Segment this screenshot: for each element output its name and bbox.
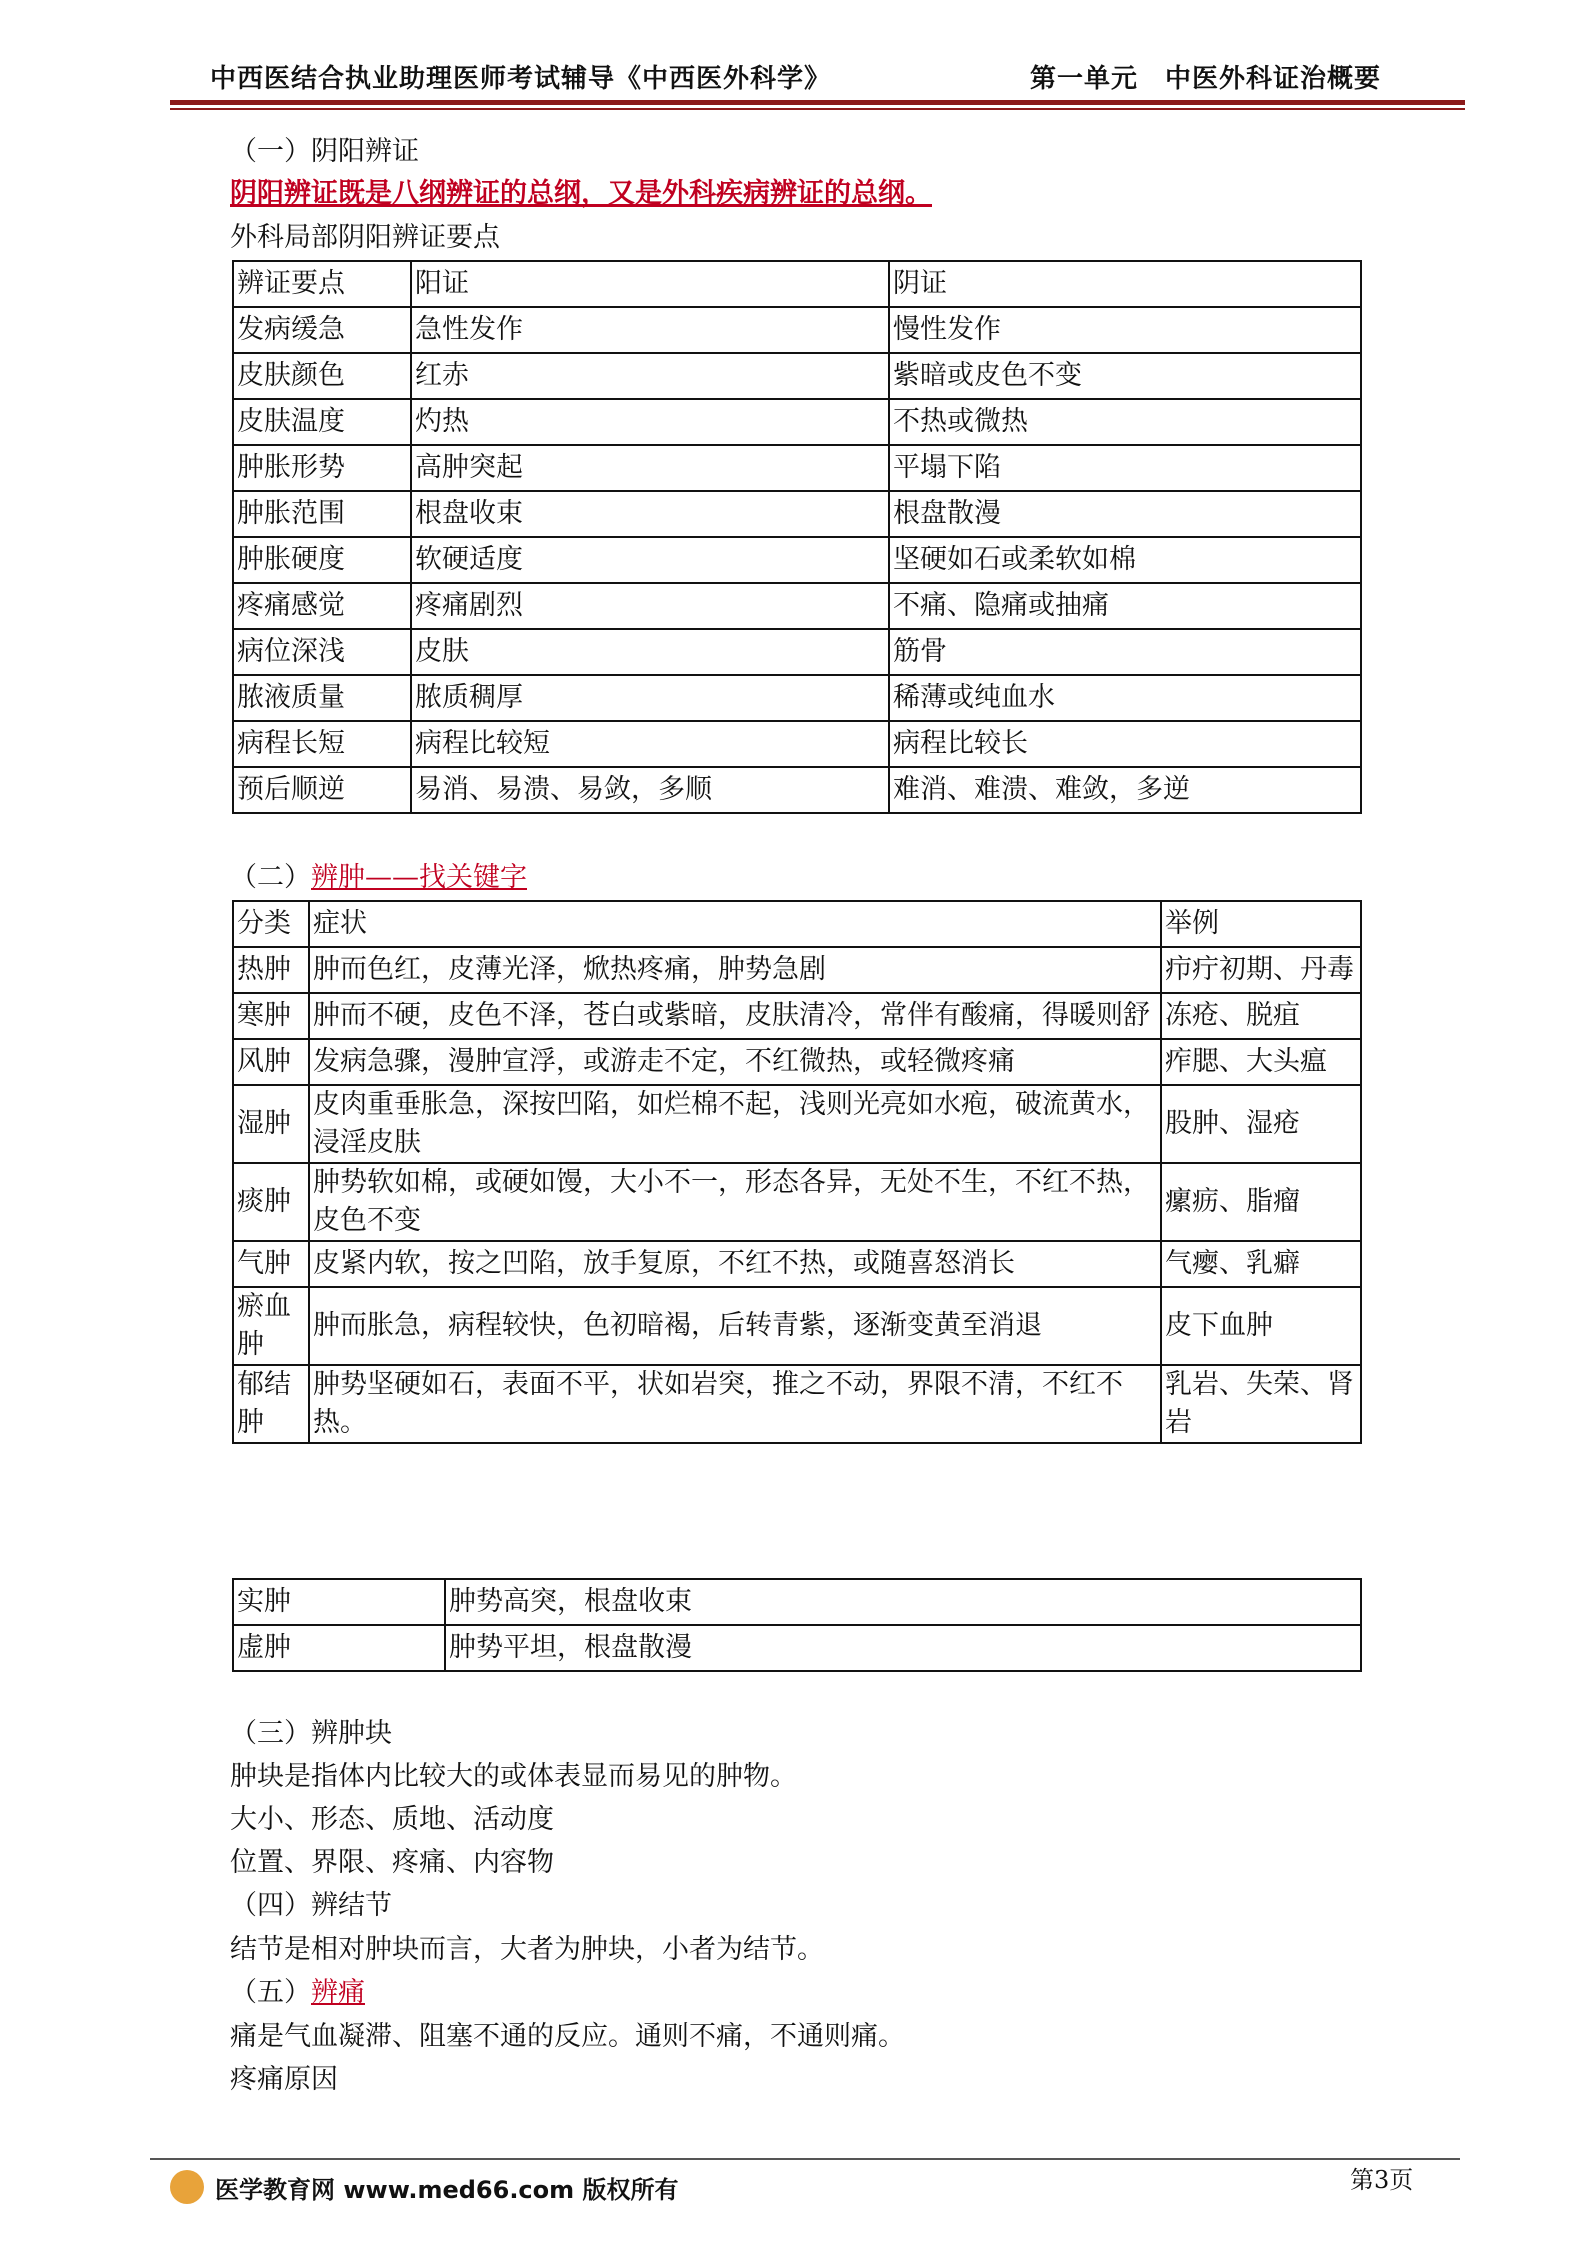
table-cell: 稀薄或纯血水 bbox=[889, 675, 1361, 721]
table-cell: 皮肤温度 bbox=[233, 399, 411, 445]
table-row bbox=[233, 399, 1361, 445]
table-cell: 郁结肿 bbox=[233, 1365, 309, 1443]
table-row bbox=[233, 947, 1361, 993]
table-cell: 急性发作 bbox=[411, 307, 889, 353]
table-cell: 筋骨 bbox=[889, 629, 1361, 675]
table-cell: 根盘散漫 bbox=[889, 491, 1361, 537]
table-cell: 皮下血肿 bbox=[1161, 1287, 1361, 1365]
table-cell: 紫暗或皮色不变 bbox=[889, 353, 1361, 399]
table-cell: 肿胀形势 bbox=[233, 445, 411, 491]
section-2-prefix: （二） bbox=[230, 862, 311, 893]
table-row bbox=[233, 1579, 1361, 1625]
section-3-title: （三）辨肿块 bbox=[230, 1718, 392, 1749]
table-header-cell: 分类 bbox=[233, 901, 309, 947]
table-cell: 发病缓急 bbox=[233, 307, 411, 353]
table-row bbox=[233, 353, 1361, 399]
table-cell: 肿而不硬，皮色不泽，苍白或紫暗，皮肤清冷，常伴有酸痛，得暖则舒 bbox=[309, 993, 1161, 1039]
yinyang-table bbox=[232, 260, 1362, 814]
table-cell: 肿势软如棉，或硬如馒，大小不一，形态各异，无处不生，不红不热，皮色不变 bbox=[309, 1163, 1161, 1241]
table-row bbox=[233, 1039, 1361, 1085]
table-row bbox=[233, 721, 1361, 767]
table-cell: 发病急骤，漫肿宣浮，或游走不定，不红微热，或轻微疼痛 bbox=[309, 1039, 1161, 1085]
table-cell: 肿而色红，皮薄光泽，焮热疼痛，肿势急剧 bbox=[309, 947, 1161, 993]
header-rule bbox=[170, 100, 1465, 105]
table-row bbox=[233, 993, 1361, 1039]
section-3-p3: 位置、界限、疼痛、内容物 bbox=[230, 1847, 554, 1878]
table-cell: 乳岩、失荣、肾岩 bbox=[1161, 1365, 1361, 1443]
table-cell: 红赤 bbox=[411, 353, 889, 399]
table-row bbox=[233, 307, 1361, 353]
footer-rule bbox=[150, 2158, 1460, 2160]
table-row bbox=[233, 1085, 1361, 1163]
table-row bbox=[233, 1287, 1361, 1365]
table-header-cell: 阳证 bbox=[411, 261, 889, 307]
table-cell: 疼痛剧烈 bbox=[411, 583, 889, 629]
table-cell: 高肿突起 bbox=[411, 445, 889, 491]
footer-copyright: 医学教育网 www.med66.com 版权所有 bbox=[215, 2176, 679, 2204]
table-cell: 根盘收束 bbox=[411, 491, 889, 537]
table-cell: 易消、易溃、易敛，多顺 bbox=[411, 767, 889, 813]
section-4-title: （四）辨结节 bbox=[230, 1890, 392, 1921]
table-header-cell: 举例 bbox=[1161, 901, 1361, 947]
table-row bbox=[233, 491, 1361, 537]
table-cell: 皮肉重垂胀急，深按凹陷，如烂棉不起，浅则光亮如水疱，破流黄水，浸淫皮肤 bbox=[309, 1085, 1161, 1163]
table-row bbox=[233, 767, 1361, 813]
table-cell: 瘀血肿 bbox=[233, 1287, 309, 1365]
excess-deficiency-table bbox=[232, 1578, 1362, 1672]
section-5-prefix: （五） bbox=[230, 1977, 311, 2008]
table-header-cell: 辨证要点 bbox=[233, 261, 411, 307]
section-4-p1: 结节是相对肿块而言，大者为肿块，小者为结节。 bbox=[230, 1934, 824, 1965]
header-chapter: 第一单元 中医外科证治概要 bbox=[1030, 64, 1382, 94]
table-cell: 热肿 bbox=[233, 947, 309, 993]
table-cell: 病位深浅 bbox=[233, 629, 411, 675]
table-row bbox=[233, 583, 1361, 629]
table-cell: 风肿 bbox=[233, 1039, 309, 1085]
section-3-p1: 肿块是指体内比较大的或体表显而易见的肿物。 bbox=[230, 1761, 797, 1792]
table-cell: 脓液质量 bbox=[233, 675, 411, 721]
section-2-title bbox=[230, 856, 527, 900]
section-2-heading: 辨肿——找关键字 bbox=[311, 862, 527, 893]
table-cell: 湿肿 bbox=[233, 1085, 309, 1163]
table-header-cell: 症状 bbox=[309, 901, 1161, 947]
table-row bbox=[233, 1365, 1361, 1443]
table-cell: 疼痛感觉 bbox=[233, 583, 411, 629]
table-cell: 肿势平坦，根盘散漫 bbox=[445, 1625, 1361, 1671]
table-cell: 软硬适度 bbox=[411, 537, 889, 583]
table-cell: 预后顺逆 bbox=[233, 767, 411, 813]
table-cell: 皮肤颜色 bbox=[233, 353, 411, 399]
header-title: 中西医结合执业助理医师考试辅导《中西医外科学》 bbox=[210, 64, 832, 94]
table-cell: 难消、难溃、难敛，多逆 bbox=[889, 767, 1361, 813]
table-cell: 股肿、湿疮 bbox=[1161, 1085, 1361, 1163]
table-cell: 肿而胀急，病程较快，色初暗褐，后转青紫，逐渐变黄至消退 bbox=[309, 1287, 1161, 1365]
table-row bbox=[233, 1625, 1361, 1671]
table-cell: 病程比较长 bbox=[889, 721, 1361, 767]
yinyang-table-caption: 外科局部阴阳辨证要点 bbox=[230, 222, 500, 253]
page-number: 第3页 bbox=[1350, 2166, 1414, 2194]
table-cell: 实肿 bbox=[233, 1579, 445, 1625]
med66-logo-icon bbox=[170, 2170, 204, 2204]
table-cell: 气瘿、乳癖 bbox=[1161, 1241, 1361, 1287]
table-cell: 皮肤 bbox=[411, 629, 889, 675]
table-cell: 不痛、隐痛或抽痛 bbox=[889, 583, 1361, 629]
table-row bbox=[233, 675, 1361, 721]
table-cell: 平塌下陷 bbox=[889, 445, 1361, 491]
table-cell: 坚硬如石或柔软如棉 bbox=[889, 537, 1361, 583]
table-cell: 肿势坚硬如石，表面不平，状如岩突，推之不动，界限不清，不红不热。 bbox=[309, 1365, 1161, 1443]
section-5-heading: 辨痛 bbox=[311, 1977, 365, 2008]
table-cell: 不热或微热 bbox=[889, 399, 1361, 445]
table-header-row bbox=[233, 261, 1361, 307]
section-1-note: 阴阳辨证既是八纲辨证的总纲，又是外科疾病辨证的总纲。 bbox=[230, 178, 932, 209]
table-header-cell: 阴证 bbox=[889, 261, 1361, 307]
header-rule-thin bbox=[170, 108, 1465, 110]
section-5-title bbox=[230, 1971, 365, 2015]
table-cell: 虚肿 bbox=[233, 1625, 445, 1671]
table-cell: 疖疔初期、丹毒 bbox=[1161, 947, 1361, 993]
table-row bbox=[233, 445, 1361, 491]
table-cell: 肿胀范围 bbox=[233, 491, 411, 537]
section-1-title: （一）阴阳辨证 bbox=[230, 136, 419, 167]
table-cell: 冻疮、脱疽 bbox=[1161, 993, 1361, 1039]
table-cell: 皮紧内软，按之凹陷，放手复原，不红不热，或随喜怒消长 bbox=[309, 1241, 1161, 1287]
table-cell: 慢性发作 bbox=[889, 307, 1361, 353]
table-cell: 痰肿 bbox=[233, 1163, 309, 1241]
table-cell: 病程长短 bbox=[233, 721, 411, 767]
section-3-p2: 大小、形态、质地、活动度 bbox=[230, 1804, 554, 1835]
table-cell: 灼热 bbox=[411, 399, 889, 445]
table-row bbox=[233, 629, 1361, 675]
table-cell: 肿胀硬度 bbox=[233, 537, 411, 583]
section-5-p1: 痛是气血凝滞、阻塞不通的反应。通则不痛，不通则痛。 bbox=[230, 2021, 905, 2052]
table-cell: 瘰疬、脂瘤 bbox=[1161, 1163, 1361, 1241]
table-header-row bbox=[233, 901, 1361, 947]
table-row bbox=[233, 1241, 1361, 1287]
table-cell: 寒肿 bbox=[233, 993, 309, 1039]
table-cell: 脓质稠厚 bbox=[411, 675, 889, 721]
table-cell: 痄腮、大头瘟 bbox=[1161, 1039, 1361, 1085]
table-row bbox=[233, 1163, 1361, 1241]
table-row bbox=[233, 537, 1361, 583]
section-5-p2: 疼痛原因 bbox=[230, 2064, 338, 2095]
table-cell: 肿势高突，根盘收束 bbox=[445, 1579, 1361, 1625]
table-cell: 气肿 bbox=[233, 1241, 309, 1287]
table-cell: 病程比较短 bbox=[411, 721, 889, 767]
swelling-table bbox=[232, 900, 1362, 1444]
